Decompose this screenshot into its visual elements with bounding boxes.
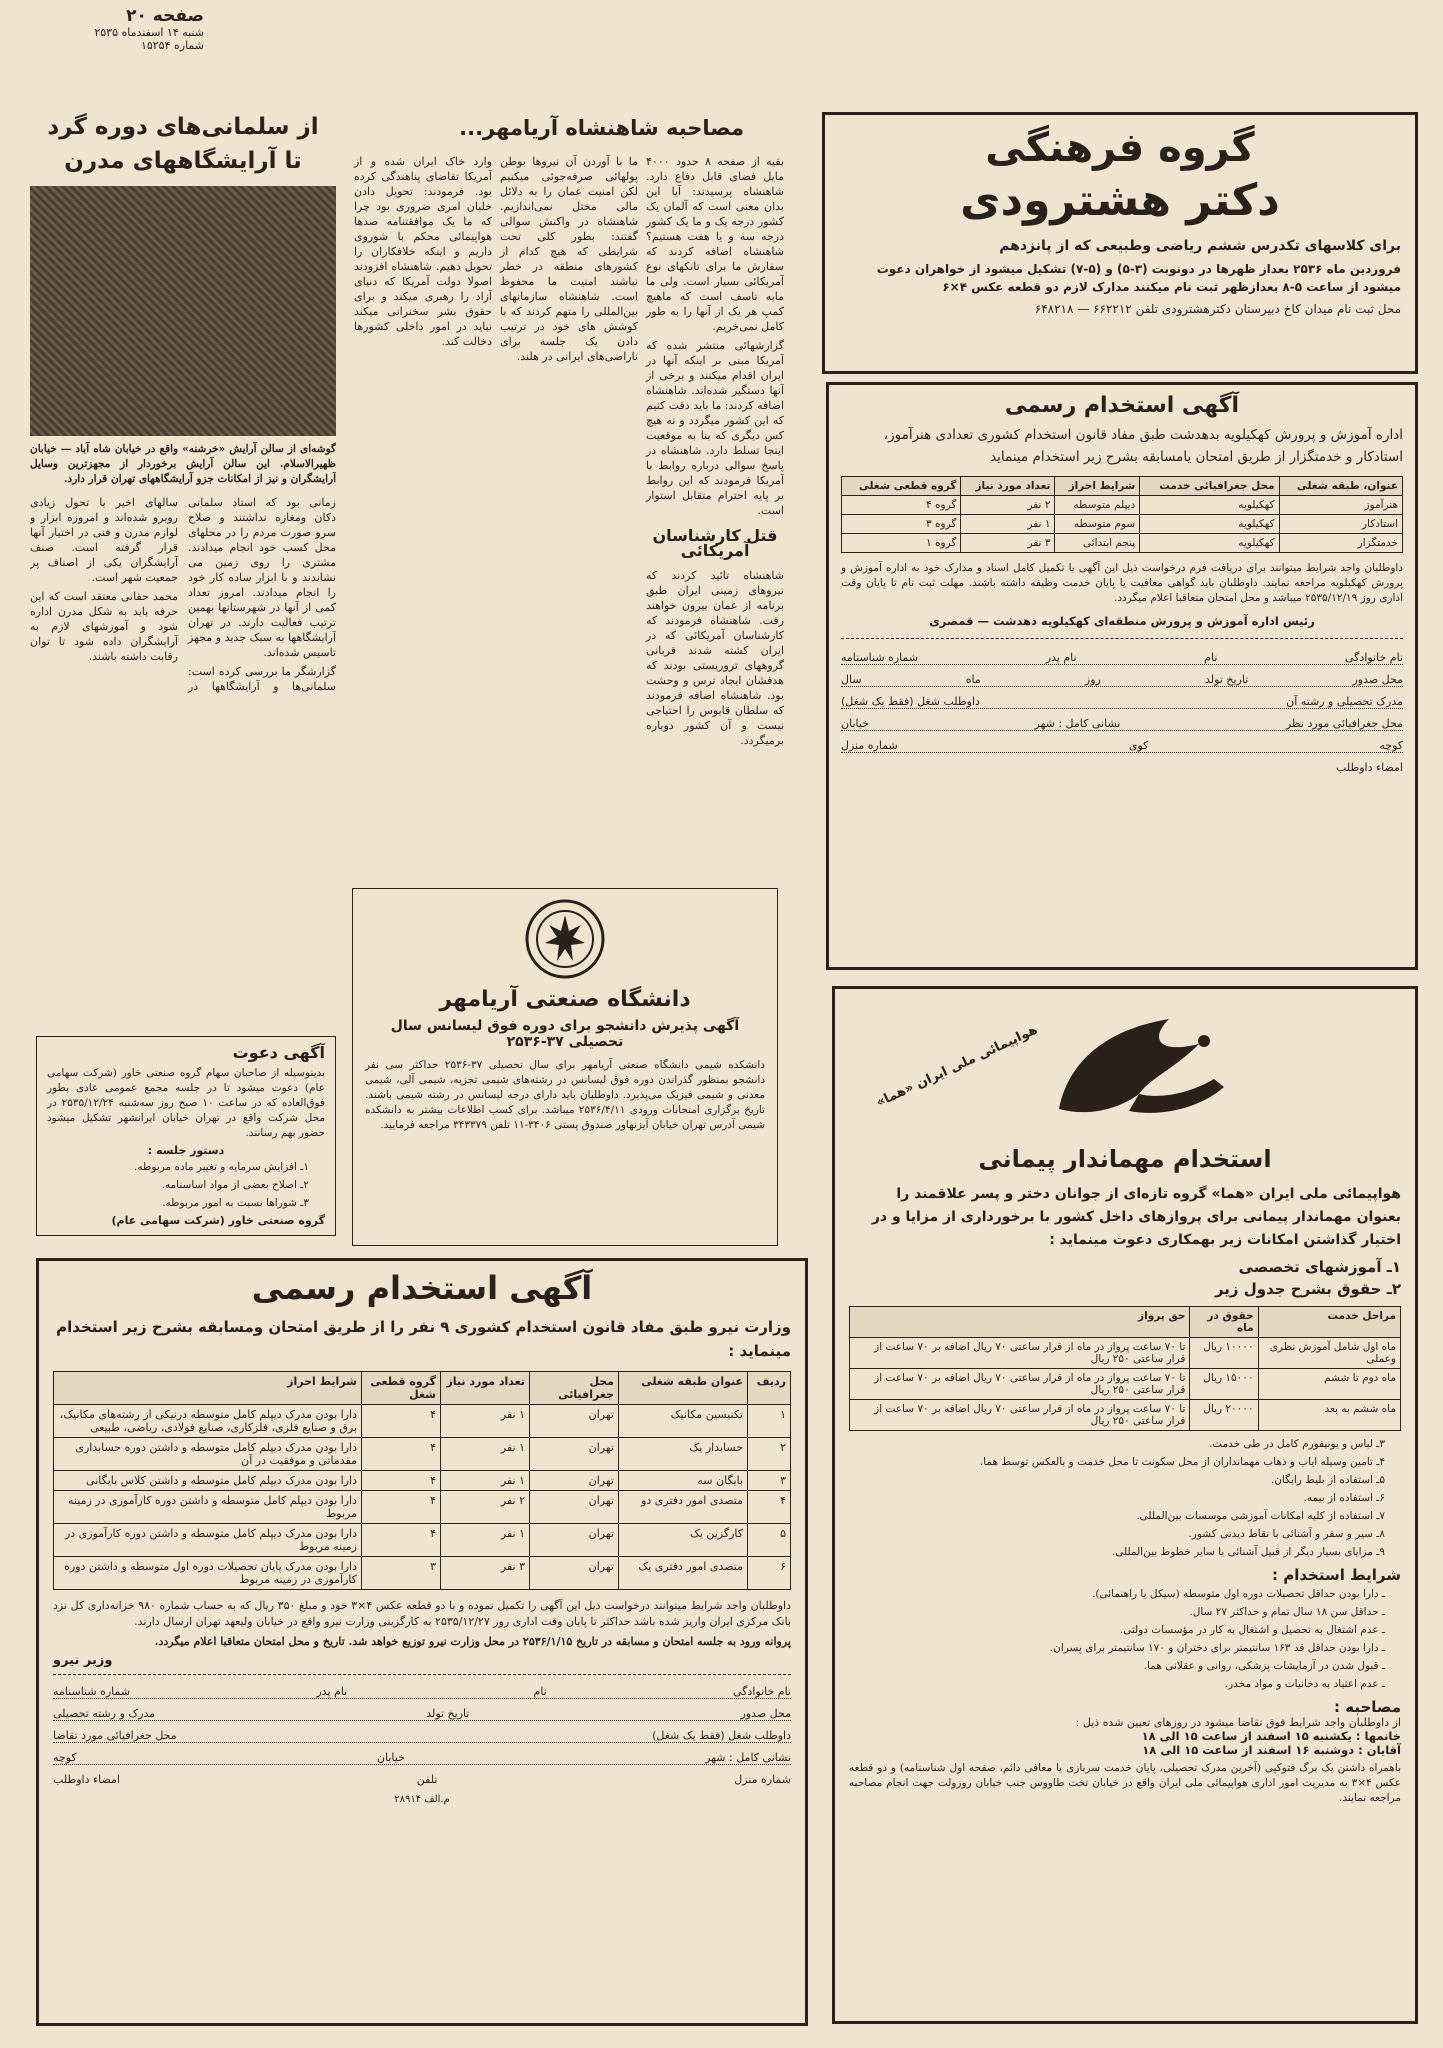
homa-date-1: خانمها : یکشنبه ۱۵ اسفند از ساعت ۱۵ الی ۱۸: [1141, 1729, 1401, 1743]
khavar-title: آگهی دعوت: [232, 1043, 325, 1062]
cell: تا ۷۰ ساعت پرواز در ماه از قرار ساعتی ۷۰ ریال اضافه بر ۷۰ ساعت از قرار ساعتی ۲۵۰ ریال: [850, 1338, 1190, 1369]
cell: تکنیسین مکانیک: [619, 1405, 748, 1438]
homa-title: استخدام مهماندار پیمانی: [978, 1145, 1272, 1173]
list-item: ـ قبول شدن در آزمایشات پزشکی، روانی و عقلانی هما.: [1143, 1660, 1385, 1672]
list-item: ـ حداقل سن ۱۸ سال تمام و حداکثر ۲۷ سال.: [1189, 1606, 1385, 1618]
niroo-header: عنوان طبقه شغلی: [619, 1372, 748, 1405]
form-label: کوی: [1128, 739, 1149, 752]
hashtroudi-title-2: دکتر هشترودی: [960, 175, 1280, 226]
cell: ۱۰۰۰۰ ریال: [1190, 1338, 1258, 1369]
cell: خدمتگزار: [1279, 534, 1402, 553]
salary-header: حقوق در ماه: [1190, 1307, 1258, 1338]
form-label: سال: [841, 673, 862, 686]
cell: ۴: [362, 1438, 441, 1471]
cell: تهران: [530, 1405, 619, 1438]
cell: ۱ نفر: [441, 1524, 530, 1557]
cell: ۱ نفر: [961, 515, 1055, 534]
niroo-header: محل جغرافیائی: [530, 1372, 619, 1405]
form-label: تاریخ تولد: [1205, 673, 1249, 686]
cell: تهران: [530, 1491, 619, 1524]
cell: کهکیلویه: [1140, 515, 1279, 534]
cell: پنجم ابتدائی: [1055, 534, 1140, 553]
kg-header: گروه قطعی شغلی: [842, 477, 961, 496]
cell: دارا بودن مدرک دیپلم کامل متوسطه و داشتن دوره حسابداری مقدماتی و موفقیت در آن: [54, 1438, 362, 1471]
cell: تهران: [530, 1557, 619, 1590]
salon-caption: گوشه‌ای از سالن آرایش «خرشنه» واقع در خیابان شاه آباد — خیابان ظهیرالاسلام. این سالن آرایش برخوردار از مجهزترین وسایل آرایشگران و نیز از امکانات جزو آرایشگاههای تهران قرار دارد.: [30, 443, 336, 485]
table-row: [54, 1438, 791, 1471]
form-label: ماه: [965, 673, 981, 686]
salon-headline-2: تا آرایشگاههای مدرن: [64, 148, 302, 174]
table-row: [842, 534, 1403, 553]
niroo-header: گروه قطعی شغل: [362, 1372, 441, 1405]
interview-col-3: وارد خاک ایران شده و از آمریکا تقاضای پناهندگی کرده بود. فرمودند: تحویل دادن خلبان امری ضروری بود چرا که ما یک موافقتنامه صدها هواپیمائی محکم با شوروی داریم و اینکه خلافکاران را تحویل دهیم. شاهنشاه افزودند اصولا دولت آمریکا که دنیای آزاد را رهبری میکند و برای حقوق بشر سخنرانی میکند نباید در امور داخلی کشورها دخالت کند.: [354, 155, 492, 348]
cell: حسابدار یک: [619, 1438, 748, 1471]
cell: ۴: [748, 1491, 791, 1524]
homa-salary-table: [849, 1306, 1401, 1431]
cell: گروه ۳: [842, 515, 961, 534]
form-label: نشانی کامل : شهر: [1034, 717, 1121, 730]
form-label: محل جغرافیائی مورد تقاضا: [53, 1729, 177, 1742]
niroo-ad: [36, 1258, 808, 2026]
hashtroudi-contact: محل ثبت نام میدان کاخ دبیرستان دکترهشترودی تلفن ۶۶۲۲۱۲ — ۶۴۸۲۱۸: [1034, 302, 1401, 316]
niroo-intro: وزارت نیرو طبق مفاد قانون استخدام کشوری ۹ نفر را از طریق امتحان ومسابقه بشرح زیر استخدام مینماید :: [56, 1318, 791, 1360]
form-label: شماره منزل: [841, 739, 898, 752]
cell: ماه اول شامل آموزش نظری وعملی: [1258, 1338, 1400, 1369]
university-emblem-icon: [523, 897, 607, 981]
cell: ۲ نفر: [961, 496, 1055, 515]
homa-logo: [849, 999, 1401, 1139]
form-label: داوطلب شغل (فقط یک شغل): [841, 695, 980, 708]
kohgiluyeh-table: [841, 476, 1403, 553]
table-row: [54, 1557, 791, 1590]
homa-bird-icon: [999, 999, 1259, 1139]
cell: ۳ نفر: [441, 1557, 530, 1590]
niroo-code: م.الف ۲۸۹۱۴: [394, 1794, 450, 1805]
cell: ۳: [748, 1471, 791, 1491]
salary-header: مراحل خدمت: [1258, 1307, 1400, 1338]
form-label: نام: [1204, 651, 1218, 664]
form-label: محل صدور: [740, 1707, 791, 1720]
homa-benefits: [849, 1437, 1401, 1560]
issue-date: شنبه ۱۴ اسفندماه ۲۵۳۵: [94, 26, 204, 39]
homa-ad: [832, 986, 1418, 2024]
salon-article: [30, 108, 336, 1020]
table-row: [54, 1471, 791, 1491]
salary-header: حق پرواز: [850, 1307, 1190, 1338]
cell: کارگزین یک: [619, 1524, 748, 1557]
table-row: [850, 1400, 1401, 1431]
niroo-header: ردیف: [748, 1372, 791, 1405]
aryamehr-body: دانشکده شیمی دانشگاه صنعتی آریامهر برای سال تحصیلی ۳۷-۲۵۳۶ حداکثر سی نفر دانشجو بمنظور گذراندن دوره فوق لیسانس در رشته‌های شیمی تجزیه، شیمی آلی، شیمی معدنی و شیمی فیزیک می‌پذیرد. داوطلبان باید دارای درجه لیسانس در رشته شیمی باشند. تاریخ برگزاری امتحانات ورودی ۲۵۳۶/۴/۱۱ میباشد. برای کسب اطلاعات بیشتر به دانشکده شیمی آدرس تهران خیابان آیزنهاور صندوق پستی ۳۴۰۶-۱۱ تلفن ۳۴۳۳۷۹ مراجعه فرمایید.: [365, 1059, 765, 1131]
list-item: ۱ـ افزایش سرمایه و تغییر ماده مربوطه.: [134, 1161, 309, 1173]
form-label: مدرک و رشته تحصیلی: [53, 1707, 156, 1720]
list-item: ـ عدم اعتیاد به دخانیات و مواد مخدر.: [1224, 1678, 1385, 1690]
list-item: ۲ـ اصلاح بعضی از مواد اساسنامه.: [161, 1179, 309, 1191]
cell: بایگان سه: [619, 1471, 748, 1491]
cell: ۲ نفر: [441, 1491, 530, 1524]
cell: استادکار: [1279, 515, 1402, 534]
form-label: نشانی کامل : شهر: [705, 1751, 791, 1764]
khavar-ad: [36, 1036, 336, 1236]
aryamehr-title: دانشگاه صنعتی آریامهر: [439, 987, 691, 1012]
hashtroudi-body: فروردین ماه ۲۵۳۶ بعداز ظهرها در دونوبت (۳-۵) و (۵-۷) تشکیل میشود از خواهران دعوت میشود از ساعت ۵-۸ بعدازظهر ثبت نام میکنند مدارک لازم دو قطعه عکس ۴×۶: [876, 262, 1401, 294]
form-label: شماره منزل: [734, 1773, 791, 1786]
niroo-title: آگهی استخدام رسمی: [251, 1269, 593, 1307]
kohgiluyeh-signature: رئیس اداره آموزش و پرورش منطقه‌ای کهکیلویه دهدشت — قمصری: [929, 614, 1315, 628]
homa-logo-text: هواپیمائی ملی ایران «هما»: [874, 1022, 1040, 1111]
form-label: امضاء داوطلب: [53, 1773, 120, 1786]
form-label: تاریخ تولد: [426, 1707, 470, 1720]
hashtroudi-subtitle: برای کلاسهای تکدرس ششم ریاضی وطبیعی که از پانزدهم: [999, 238, 1401, 254]
salon-body-3: محمد حقانی معتقد است که این حرفه باید به شکل مدرن اداره شود و آموزشهای لازم به آرایشگران داده شود تا توان رقابت داشته باشند.: [30, 590, 178, 663]
list-item: ۵ـ استفاده از بلیط رایگان.: [1270, 1474, 1385, 1486]
kg-header: محل جغرافیائی خدمت: [1140, 477, 1279, 496]
cell: دارا بودن مدرک دیپلم کامل متوسطه درنیکی از رشته‌های مکانیک، برق و صنایع فلزی، فلزکاری، صنایع فولادی، ریاضی، طبیعی: [54, 1405, 362, 1438]
kohgiluyeh-title: آگهی استخدام رسمی: [1004, 393, 1240, 418]
cell: ۴: [362, 1491, 441, 1524]
interview-col-1: بقیه از صفحه ۸ حدود ۴۰۰۰ مایل فضای قابل دفاع دارد. شاهنشاه پرسیدند: آیا این بدان معنی است که آلمان یک کشور درجه یک و ما یک کشور درجه سه و یا هفت هستیم؟ شاهنشاه اضافه کردند که سفارش ما برای تانکهای نوع آمریکائی بسیار است. ولی ما مایه تاسف است که ماهیچ کمپ هر یک از آنها را به طور کامل نمی‌خریم.: [646, 155, 784, 333]
list-item: ۸ـ سیر و سفر و آشنائی با نقاط دیدنی کشور.: [1188, 1528, 1385, 1540]
aryamehr-ad: [352, 888, 778, 1246]
form-label: شماره شناسنامه: [841, 651, 919, 664]
form-label: نام خانوادگی: [733, 1685, 791, 1698]
cell: ۶: [748, 1557, 791, 1590]
niroo-conditions: داوطلبان واجد شرایط میتوانند درخواست ذیل این آگهی را تکمیل نموده و با دو قطعه عکس ۴×۳ خود و مبلغ ۳۵۰ ریال که به حساب شماره ۹۸۰ خزانه‌داری کل نزد بانک مرکزی ایران واریز شده باشد حداکثر تا پایان وقت اداری روز ۲۵۳۵/۱۲/۲۷ به کارگزینی وزارت نیرو واقع در خیابان ولیعهد تهران ارسال دارند.: [53, 1599, 791, 1628]
cell: تا ۷۰ ساعت پرواز در ماه از قرار ساعتی ۷۰ ریال اضافه بر ۷۰ ساعت از قرار ساعتی ۲۵۰ ریال: [850, 1400, 1190, 1431]
cell: ۴: [362, 1471, 441, 1491]
interview-article: [346, 108, 784, 878]
form-label: شماره شناسنامه: [53, 1685, 131, 1698]
niroo-table: [53, 1371, 791, 1590]
table-row: [850, 1338, 1401, 1369]
homa-interview-text: از داوطلبان واجد شرایط فوق تقاضا میشود در روزهای تعیین شده ذیل :: [1075, 1716, 1401, 1729]
homa-intro: هواپیمائی ملی ایران «هما» گروه تازه‌ای از جوانان دختر و پسر علاقمند را بعنوان مهماندار پیمانی برای پروازهای داخل کشور با برخورداری از مزایا و در اختیار گذاشتن امکانات زیر بهمکاری دعوت مینماید :: [871, 1186, 1401, 1248]
niroo-header: شرایط احراز: [54, 1372, 362, 1405]
interview-headline: مصاحبه شاهنشاه آریامهر...: [459, 116, 744, 140]
cell: ۱۵۰۰۰ ریال: [1190, 1369, 1258, 1400]
niroo-exam-note: پروانه ورود به جلسه امتحان و مسابقه در تاریخ ۲۵۳۶/۱/۱۵ در محل وزارت نیرو توزیع خواهد شد. تاریخ و محل امتحان متعاقبا اعلام میگردد.: [154, 1635, 791, 1648]
cell: ۲۰۰۰۰ ریال: [1190, 1400, 1258, 1431]
cell: تهران: [530, 1471, 619, 1491]
kg-header: شرایط احراز: [1055, 477, 1140, 496]
cell: ۱ نفر: [441, 1438, 530, 1471]
interview-col-5: شاهنشاه تائید کردند که نیروهای زمینی ایران طبق برنامه از عمان بیرون خواهند رفت. شاهنشاه فرمودند که کارشناسان آمریکائی که در ایران کشته شدند قربانی گروههای تروریستی بودند که هدفشان ایجاد ترس و وحشت بود. شاهنشاه اضافه فرمودند که سلطان قابوس را احتیاجی نیست و آن کشور دوباره برمیگردد.: [646, 569, 784, 747]
form-label: مدرک تحصیلی و رشته آن: [1286, 695, 1403, 708]
page-number: صفحه ۲۰: [126, 6, 204, 26]
cell: هنرآموز: [1279, 496, 1402, 515]
niroo-form: [53, 1674, 791, 1805]
kohgiluyeh-form: [841, 638, 1403, 774]
interview-col-4: گزارشهائی منتشر شده که آمریکا مبنی بر اینکه آنها در ایران اقدام میکنند و برخی از آنها دستگیر شده‌اند. شاهنشاه اضافه کردند: ما باید دقت کنیم که این کشور میگردد و نه هیچ کس دیگری که بنا به موقعیت اینجا تسلط دارد. شاهنشاه در پاسخ سوالی درباره روابط با آمریکا فرمودند که این روابط بر پایه احترام متقابل استوار است.: [646, 339, 784, 517]
form-label: محل صدور: [1352, 673, 1403, 686]
homa-footer: باهمراه داشتن یک برگ فتوکپی (آخرین مدرک تحصیلی، پایان خدمت سربازی یا معافی دائم، صفحه اول شناسنامه) و دو قطعه عکس ۴×۳ به مدیریت امور اداری هواپیمائی ملی ایران واقع در خیابان تخت طاووس جنب خیابان روزولت جهت انجام مصاحبه مراجعه نمایند.: [849, 1762, 1401, 1804]
issue-number: شماره ۱۵۲۵۴: [140, 39, 204, 52]
kohgiluyeh-ad: [826, 382, 1418, 970]
kohgiluyeh-conditions: داوطلبان واجد شرایط میتوانند برای دریافت فرم درخواست ذیل این آگهی با تکمیل کامل اسناد و مدارک خود به اداره آموزش و پرورش کهکیلویه مراجعه نمایند. داوطلبان باید گواهی معافیت یا پایان خدمت وظیفه داشته باشند. مهلت ثبت نام تا پایان وقت اداری روز ۲۵۳۵/۱۲/۱۹ میباشد و محل امتحان متعاقبا اعلام میگردد.: [841, 562, 1403, 604]
form-label: داوطلب شغل (فقط یک شغل): [652, 1729, 791, 1742]
list-item: ۹ـ مزایای بسیار دیگر از قبیل آشنائی با سایر خطوط بین‌المللی.: [1111, 1546, 1385, 1558]
cell: سوم متوسطه: [1055, 515, 1140, 534]
cell: ۳: [362, 1557, 441, 1590]
cell: دارا بودن مدرک دیپلم کامل متوسطه و داشتن کلاس بایگانی: [54, 1471, 362, 1491]
salon-body: زمانی بود که استاد سلمانی دکان ومغازه نداشتند و صلاح سرو صورت مردم را در محلهای محل کسب خود انجام میدادند. مشتری را روی زمین می نشاندند و با ابزار ساده کار خود را انجام میدادند. امروز تعداد کمی از آنها در شهرستانها بهمین ترتیب فعالیت دارند. در تهران آرایشگاهها به سبک جدید و مجهز تاسیس شده‌اند.: [188, 496, 336, 659]
masthead: [24, 6, 204, 70]
cell: دارا بودن دیپلم کامل متوسطه و داشتن دوره کارآموزی در زمینه مربوط: [54, 1491, 362, 1524]
hashtroudi-title-1: گروه فرهنگی: [985, 125, 1255, 171]
table-row: [54, 1524, 791, 1557]
form-label: امضاء داوطلب: [1336, 761, 1403, 774]
list-item: ـ عدم اشتغال به تحصیل و اشتغال به کار در مؤسسات دولتی.: [1119, 1624, 1385, 1636]
homa-date-2: آقایان : دوشنبه ۱۶ اسفند از ساعت ۱۵ الی ۱۸: [1142, 1743, 1401, 1757]
form-label: روز: [1084, 673, 1101, 686]
form-label: کوچه: [53, 1751, 77, 1764]
cell: تهران: [530, 1524, 619, 1557]
form-label: نام خانوادگی: [1345, 651, 1403, 664]
homa-conditions-title: شرایط استخدام :: [1272, 1566, 1401, 1584]
salon-body-2: گزارشگر ما بررسی کرده است: سلمانی‌ها و آرایشگاهها در سالهای اخیر با تحول زیادی روبرو شده‌اند و امروزه ابزار و لوازم مدرن و فنی در اختیار آنها قرار گرفته است. صنف آرایشگران یکی از اصناف پر جمعیت شهر است.: [30, 496, 336, 693]
table-row: [842, 496, 1403, 515]
form-label: خیابان: [841, 717, 869, 730]
khavar-signature: گروه صنعتی خاور (شرکت سهامی عام): [111, 1214, 325, 1227]
form-label: نام: [533, 1685, 547, 1698]
cell: دیپلم متوسطه: [1055, 496, 1140, 515]
list-item: ۳ـ لباس و یونیفورم کامل در طی خدمت.: [1208, 1438, 1385, 1450]
cell: ۵: [748, 1524, 791, 1557]
list-item: ـ دارا بودن حداقل تحصیلات دوره اول متوسطه (سیکل یا راهنمائی).: [1092, 1588, 1385, 1600]
interview-col-2: ما با آوردن آن نیروها بوطن پولهائی صرفه‌جوئی میکنیم لکن امنیت عمان را به دلائل مالی مختل نمی‌اندازیم. شاهنشاه در واکنش سوالی گفتند: بطور کلی تحت شرایطی که هیچ کدام از کشورهای منطقه در خطر نباشند امنیت ما محفوظ است. شاهنشاه سازمانهای بین‌المللی را متهم کردند که با کوشش های خود در ترتیب دادن یک جلسه برای ناراضی‌های ایرانی در هلند.: [500, 155, 638, 363]
kg-header: تعداد مورد نیاز: [961, 477, 1055, 496]
cell: کهکیلویه: [1140, 496, 1279, 515]
homa-item-2: ۲ـ حقوق بشرح جدول زیر: [1214, 1280, 1401, 1298]
cell: ماه ششم به بعد: [1258, 1400, 1400, 1431]
interview-subhead: قتل کارشناسان آمریکائی: [652, 526, 778, 560]
cell: تهران: [530, 1438, 619, 1471]
salon-headline-1: از سلمانی‌های دوره گرد: [47, 114, 319, 140]
cell: گروه ۱: [842, 534, 961, 553]
form-label: تلفن: [416, 1773, 438, 1786]
homa-conditions: [849, 1587, 1401, 1692]
khavar-agenda-title: دستور جلسه :: [147, 1144, 225, 1157]
aryamehr-subtitle: آگهی پذیرش دانشجو برای دوره فوق لیسانس سال تحصیلی ۳۷-۲۵۳۶: [390, 1018, 740, 1050]
aryamehr-logo: [523, 897, 607, 981]
homa-item-1: ۱ـ آموزشهای تخصصی: [1238, 1258, 1401, 1276]
niroo-signature: وزیر نیرو: [53, 1653, 113, 1668]
table-row: [850, 1369, 1401, 1400]
cell: ۴: [362, 1524, 441, 1557]
list-item: ـ دارا بودن حداقل قد ۱۶۳ سانتیمتر برای دختران و ۱۷۰ سانتیمتر برای پسران.: [1049, 1642, 1385, 1654]
homa-interview-title: مصاحبه :: [1334, 1698, 1401, 1716]
table-row: [842, 515, 1403, 534]
list-item: ۶ـ استفاده از بیمه.: [1303, 1492, 1385, 1504]
form-label: نام پدر: [1045, 651, 1077, 664]
table-row: [54, 1405, 791, 1438]
form-label: خیابان: [376, 1751, 405, 1764]
cell: ۴: [362, 1405, 441, 1438]
hashtroudi-ad: [822, 112, 1418, 374]
cell: تا ۷۰ ساعت پرواز در ماه از قرار ساعتی ۷۰ ریال اضافه بر ۷۰ ساعت از قرار ساعتی ۲۵۰ ریال: [850, 1369, 1190, 1400]
cell: ۳ نفر: [961, 534, 1055, 553]
list-item: ۴ـ تامین وسیله ایاب و ذهاب مهمانداران از محل سکونت تا محل خدمت و بالعکس توسط هما.: [979, 1456, 1385, 1468]
khavar-agenda: [47, 1160, 325, 1211]
form-label: نام پدر: [316, 1685, 348, 1698]
cell: دارا بودن مدرک دیپلم کامل متوسطه و داشتن دوره کارآموزی در زمینه مربوط: [54, 1524, 362, 1557]
cell: متصدی امور دفتری یک: [619, 1557, 748, 1590]
niroo-header: تعداد مورد نیاز: [441, 1372, 530, 1405]
table-row: [54, 1491, 791, 1524]
form-label: محل جغرافیائی مورد نظر: [1285, 717, 1403, 730]
cell: ماه دوم تا ششم: [1258, 1369, 1400, 1400]
cell: گروه ۴: [842, 496, 961, 515]
list-item: ۷ـ استفاده از کلیه امکانات آموزشی موسسات بین‌المللی.: [1136, 1510, 1385, 1522]
list-item: ۳ـ شوراها نسبت به امور مربوطه.: [162, 1197, 309, 1209]
salon-photo: [30, 186, 336, 436]
form-label: کوچه: [1379, 739, 1403, 752]
cell: ۱: [748, 1405, 791, 1438]
khavar-body: بدینوسیله از صاحبان سهام گروه صنعتی خاور (شرکت سهامی عام) دعوت میشود تا در جلسه مجمع عمومی عادی بطور فوق‌العاده که در ساعت ۱۰ صبح روز سه‌شنبه ۲۵۳۵/۱۲/۲۴ در محل شرکت واقع در تهران خیابان ایرانشهر تشکیل میشود حضور بهم رسانند.: [47, 1067, 325, 1139]
cell: متصدی امور دفتری دو: [619, 1491, 748, 1524]
cell: کهکیلویه: [1140, 534, 1279, 553]
cell: ۲: [748, 1438, 791, 1471]
cell: ۱ نفر: [441, 1405, 530, 1438]
kg-header: عنوان، طبقه شغلی: [1279, 477, 1402, 496]
cell: ۱ نفر: [441, 1471, 530, 1491]
kohgiluyeh-intro: اداره آموزش و پرورش کهکیلویه بدهدشت طبق مفاد قانون استخدام کشوری تعدادی هنرآموز، استادکار و خدمتگزار از طریق امتحان یامسابقه بشرح زیر استخدام مینماید: [883, 427, 1403, 465]
cell: دارا بودن مدرک پایان تحصیلات دوره اول متوسطه و داشتن دوره کارآموزی در زمینه مربوط: [54, 1557, 362, 1590]
